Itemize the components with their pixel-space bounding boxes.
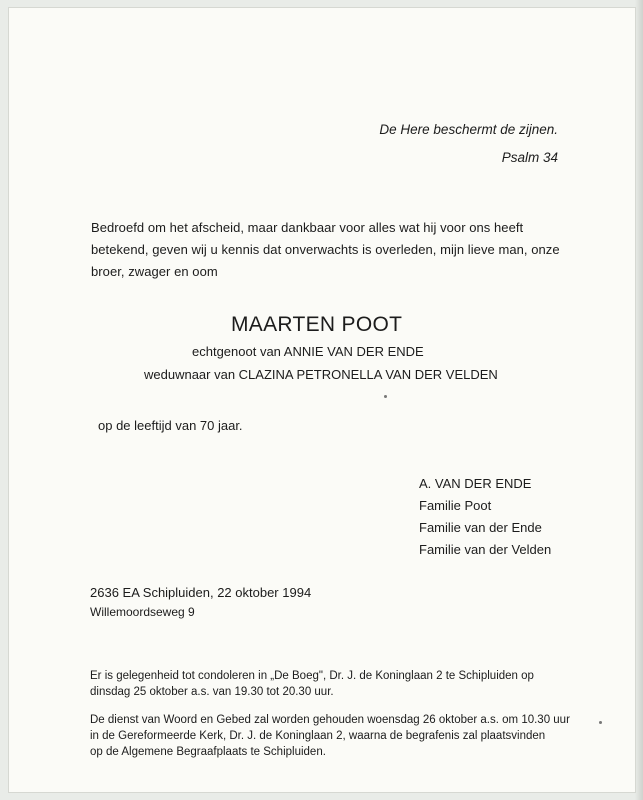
intro-line-1: Bedroefd om het afscheid, maar dankbaar voor alles wat hij voor ons heeft	[91, 220, 524, 235]
scan-edge	[635, 0, 643, 800]
service-notice	[90, 712, 570, 760]
spouse-line: echtgenoot van ANNIE VAN DER ENDE	[192, 344, 424, 359]
intro-paragraph	[91, 217, 567, 283]
motto-reference: Psalm 34	[501, 150, 558, 165]
signer-2: Familie Poot	[419, 498, 492, 513]
signer-1: A. VAN DER ENDE	[419, 476, 532, 491]
signer-3: Familie van der Ende	[419, 520, 542, 535]
street-address: Willemoordseweg 9	[90, 605, 195, 619]
intro-line-3: broer, zwager en oom	[91, 264, 218, 279]
paper-speck	[599, 721, 602, 724]
service-line-3: op de Algemene Begraafplaats te Schipluiden.	[90, 746, 326, 758]
intro-line-2: betekend, geven wij u kennis dat onverwachts is overleden, mijn lieve man, onze	[91, 242, 560, 257]
deceased-name: MAARTEN POOT	[231, 313, 403, 336]
condolence-notice	[90, 668, 534, 700]
motto-verse: De Here beschermt de zijnen.	[379, 122, 558, 137]
signer-4: Familie van der Velden	[419, 542, 552, 557]
place-date: 2636 EA Schipluiden, 22 oktober 1994	[90, 585, 312, 600]
service-line-1: De dienst van Woord en Gebed zal worden gehouden woensdag 26 oktober a.s. om 10.30 uur	[90, 714, 570, 726]
condolence-line-2: dinsdag 25 oktober a.s. van 19.30 tot 20.30 uur.	[90, 686, 334, 698]
paper-speck	[384, 395, 387, 398]
widower-line: weduwnaar van CLAZINA PETRONELLA VAN DER VELDEN	[144, 367, 498, 382]
announcement-card	[9, 8, 635, 792]
signers-list	[419, 473, 551, 561]
service-line-2: in de Gereformeerde Kerk, Dr. J. de Koninglaan 2, waarna de begrafenis zal plaatsvinden	[90, 730, 546, 742]
condolence-line-1: Er is gelegenheid tot condoleren in „De Boeg", Dr. J. de Koninglaan 2 te Schipluiden op	[90, 670, 534, 682]
age-line: op de leeftijd van 70 jaar.	[98, 418, 243, 433]
